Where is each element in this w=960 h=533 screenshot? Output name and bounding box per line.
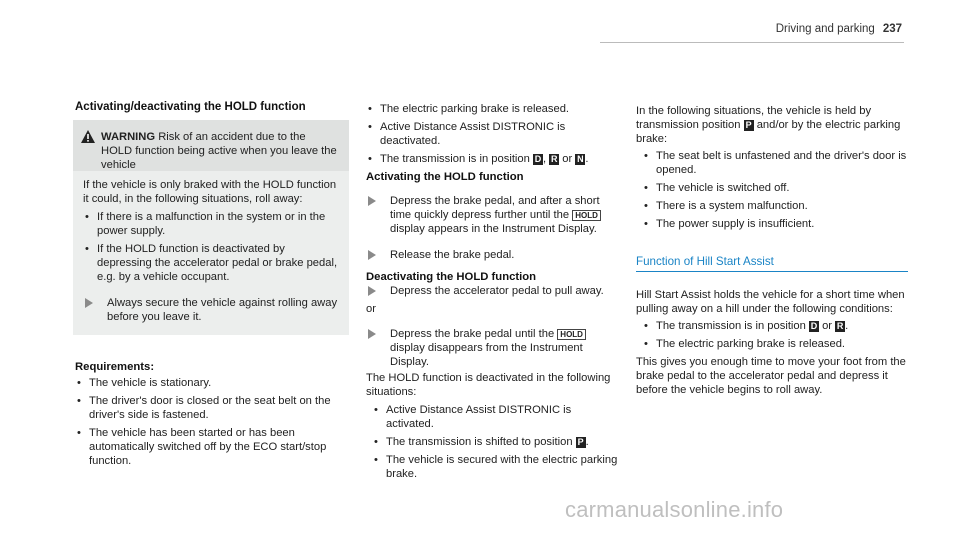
list-item: • The driver's door is closed or the seat belt on the driver's side is fastened. xyxy=(75,394,347,422)
deactivating-title: Deactivating the HOLD function xyxy=(366,271,537,283)
step-arrow-icon xyxy=(368,196,376,206)
step-arrow-icon xyxy=(368,250,376,260)
column-2 xyxy=(366,102,620,485)
hsa-intro: Hill Start Assist holds the vehicle for a short time when pulling away on a hill under the following conditions: xyxy=(636,289,905,315)
warning-triangle-icon xyxy=(81,130,95,143)
step-arrow-icon xyxy=(368,286,376,296)
activating-title: Activating the HOLD function xyxy=(366,171,524,183)
header-rule xyxy=(600,42,904,43)
warning-headline: Risk of an accident due to the HOLD function being active when you leave the vehicle xyxy=(101,131,337,171)
list-item: • There is a system malfunction. xyxy=(642,199,908,213)
list-item: • The power supply is insufficient. xyxy=(642,217,908,231)
list-item: • If there is a malfunction in the system or in the power supply. xyxy=(83,210,339,238)
warning-body: If the vehicle is only braked with the HOLD function it could, in the following situations, roll away: xyxy=(83,179,337,205)
list-item: • The transmission is shifted to position P . xyxy=(372,435,620,449)
list-item: • The vehicle is stationary. xyxy=(75,376,347,390)
gear-n-icon: N xyxy=(577,153,584,164)
list-item: • The vehicle is secured with the electric parking brake. xyxy=(372,453,620,481)
step-arrow-icon xyxy=(368,329,376,339)
release-step: Release the brake pedal. xyxy=(366,248,620,262)
or-text: or xyxy=(366,303,376,315)
list-item: • The vehicle has been started or has been automatically switched off by the ECO start/stop function. xyxy=(75,426,347,468)
requirements-label: Requirements: xyxy=(75,361,155,373)
hsa-title: Function of Hill Start Assist xyxy=(636,255,774,268)
list-item: • The transmission is in position D , R or N . xyxy=(366,152,620,166)
section-title: Activating/deactivating the HOLD function xyxy=(75,101,306,113)
list-item: • The electric parking brake is released. xyxy=(366,102,620,116)
column-3 xyxy=(636,104,908,397)
page-header xyxy=(776,22,902,36)
deactivating-step-2: Depress the brake pedal until the HOLD display disappears from the Instrument Display. xyxy=(366,327,620,369)
gear-p-icon: P xyxy=(577,436,584,447)
list-item: • Active Distance Assist DISTRONIC is deactivated. xyxy=(366,120,620,148)
list-item: • Active Distance Assist DISTRONIC is activated. xyxy=(372,403,620,431)
hsa-rule xyxy=(636,271,908,272)
gear-r-icon: R xyxy=(836,320,844,331)
hsa-outro: This gives you enough time to move your foot from the brake pedal to the accelerator pedal and depress it before the vehicle begins to roll away. xyxy=(636,356,906,396)
gear-d-icon: D xyxy=(534,153,542,164)
gear-r-icon: R xyxy=(550,153,558,164)
gear-p-icon: P xyxy=(745,119,752,130)
hold-symbol-icon: HOLD xyxy=(557,329,586,340)
watermark: carmanualsonline.info xyxy=(565,497,784,522)
list-item: • If the HOLD function is deactivated by depressing the accelerator pedal or brake pedal, e.g. by a vehicle occupant. xyxy=(83,242,339,284)
activating-step: Depress the brake pedal, and after a short time quickly depress further until the HOLD display appears in the Instrument Display. xyxy=(366,194,620,236)
chapter-title: Driving and parking xyxy=(775,23,875,35)
warning-box xyxy=(73,120,349,335)
deactivated-situations-text: The HOLD function is deactivated in the following situations: xyxy=(366,372,611,398)
held-text: In the following situations, the vehicle is held by transmission position P and/or by the electric parking brake: xyxy=(636,105,901,145)
step-arrow-icon xyxy=(85,298,93,308)
requirements xyxy=(75,360,347,472)
warning-bullets xyxy=(83,210,339,284)
page-number: 237 xyxy=(882,23,902,35)
list-item: • The seat belt is unfastened and the driver's door is opened. xyxy=(642,149,908,177)
hold-symbol-icon: HOLD xyxy=(572,210,601,221)
warning-step: Always secure the vehicle against rolling away before you leave it. xyxy=(83,296,339,324)
warning-header xyxy=(73,120,349,171)
list-item: • The electric parking brake is released. xyxy=(642,337,908,351)
warning-label: WARNING xyxy=(101,131,156,143)
list-item: • The vehicle is switched off. xyxy=(642,181,908,195)
hsa-heading xyxy=(636,255,908,272)
list-item: • The transmission is in position D or R . xyxy=(642,319,908,333)
deactivating-step-1: Depress the accelerator pedal to pull away. xyxy=(366,284,620,298)
gear-d-icon: D xyxy=(810,320,818,331)
